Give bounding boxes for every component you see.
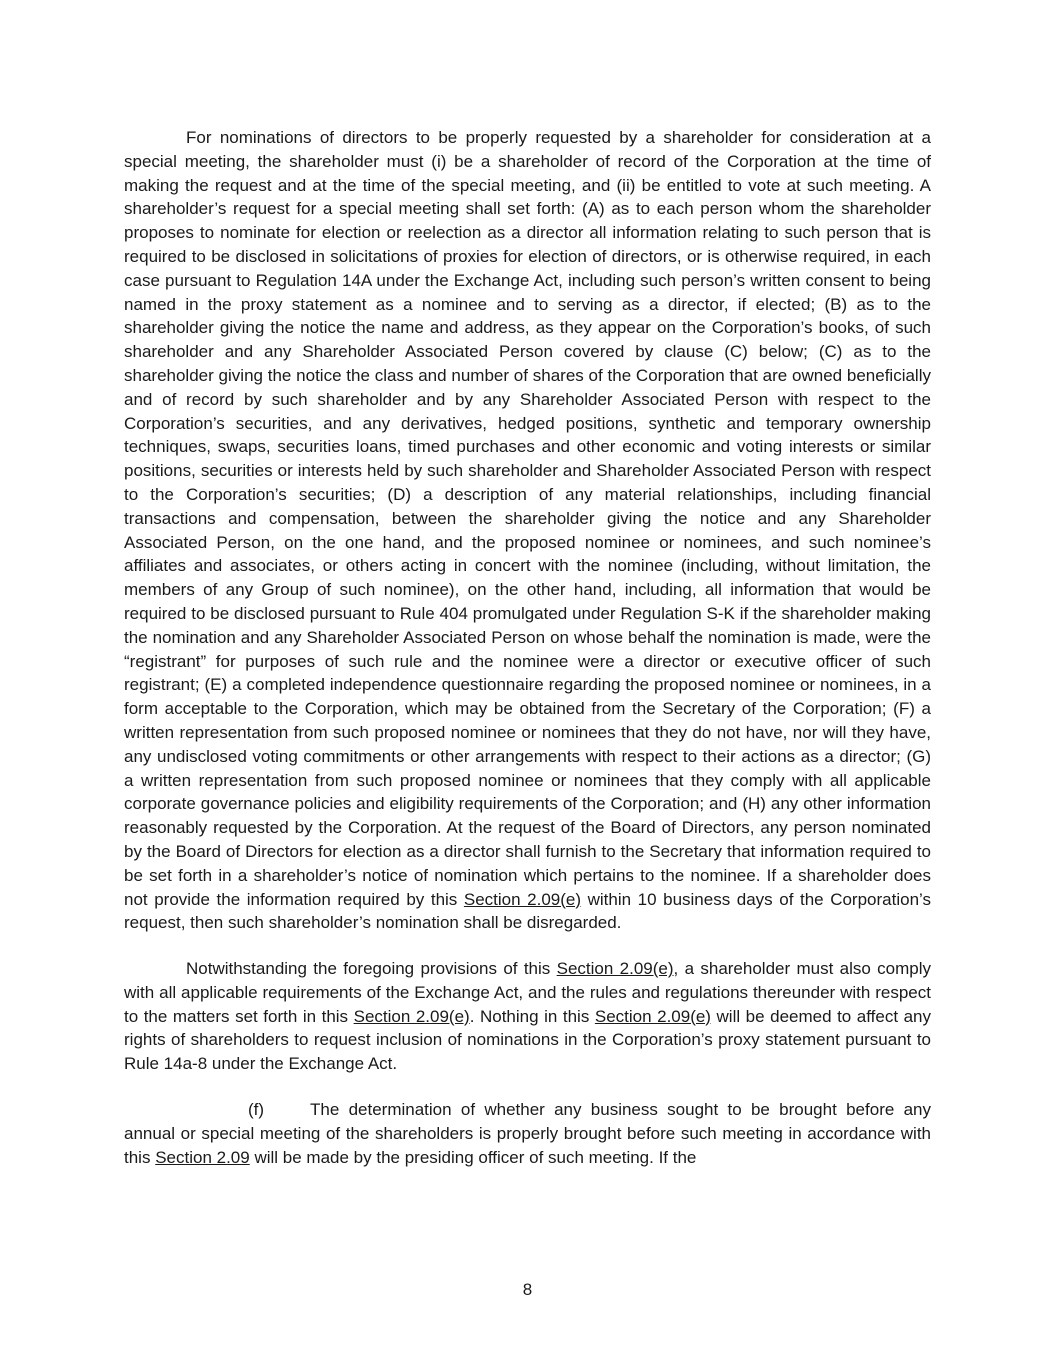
section-reference: Section 2.09(e) bbox=[463, 889, 582, 909]
subsection-label: (f) bbox=[248, 1100, 265, 1120]
section-reference: Section 2.09(e) bbox=[594, 1006, 711, 1026]
section-reference: Section 2.09 bbox=[155, 1147, 250, 1167]
paragraph-text: Notwithstanding the foregoing provisions of this bbox=[186, 959, 551, 979]
section-reference: Section 2.09(e) bbox=[556, 959, 674, 979]
paragraph-text: , a shareholder must also comply with all applicable requirements of the Exchange Act, and the rules and regulations thereunder with respect to the matters set forth in this bbox=[124, 959, 931, 1026]
page-number: 8 bbox=[522, 1280, 533, 1299]
paragraph-subsection-f bbox=[124, 1098, 931, 1169]
document-body bbox=[124, 126, 931, 1169]
paragraph-text: will be deemed to affect any rights of shareholders to request inclusion of nominations in the Corporation’s proxy statement pursuant to Rule 14a-8 under the Exchange Act. bbox=[124, 1006, 931, 1074]
paragraph-exchange-act-compliance bbox=[124, 957, 931, 1076]
paragraph-text: within 10 business days of the Corporation’s request, then such shareholder’s nomination shall be disregarded. bbox=[124, 889, 931, 933]
section-reference: Section 2.09(e) bbox=[353, 1006, 470, 1026]
paragraph-text: The determination of whether any business sought to be brought before any annual or special meeting of the shareholders is properly brought before such meeting in accordance with this bbox=[124, 1100, 931, 1167]
paragraph-text: For nominations of directors to be properly requested by a shareholder for consideration at a special meeting, the shareholder must (i) be a shareholder of record of the Corporation at the time of making the request and at the time of the special meeting, and (ii) be entitled to vote at such meeting. A shareholder’s request for a special meeting shall set forth: (A) as to each person whom the shareholder proposes to nominate for election or reelection as a director all information relating to such person that is required to be disclosed in solicitations of proxies for election of directors, or is otherwise required, in each case pursuant to Regulation 14A under the Exchange Act, including such person’s written consent to being named in the proxy statement as a nominee and to serving as a director, if elected; (B) as to the shareholder giving the notice the name and address, as they appear on the Corporation’s books, of such shareholder and any Shareholder Associated Person covered by clause (C) below; (C) as to the shareholder giving the notice the class and number of shares of the Corporation that are owned beneficially and of record by such shareholder and by any Shareholder Associated Person with respect to the Corporation’s securities, and any derivatives, hedged positions, synthetic and temporary ownership techniques, swaps, securities loans, timed purchases and other economic and voting interests or similar positions, securities or interests held by such shareholder and Shareholder Associated Person with respect to the Corporation’s securities; (D) a description of any material relationships, including financial transactions and compensation, between the shareholder giving the notice and any Shareholder Associated Person, on the one hand, and the proposed nominee or nominees, and such nominee’s affiliates and associates, or others acting in concert with the nominee (including, without limitation, the members of any Group of such nominee), on the other hand, including, all information that would be required to be disclosed pursuant to Rule 404 promulgated under Regulation S-K if the shareholder making the nomination and any Shareholder Associated Person on whose behalf the nomination is made, were the “registrant” for purposes of such rule and the nominee were a director or executive officer of such registrant; (E) a completed independence questionnaire regarding the proposed nominee or nominees, in a form acceptable to the Corporation, which may be obtained from the Secretary of the Corporation; (F) a written representation from such proposed nominee or nominees that they do not have, nor will they have, any undisclosed voting commitments or other arrangements with respect to their actions as a director; (G) a written representation from such proposed nominee or nominees that they comply with all applicable corporate governance policies and eligibility requirements of the Corporation; and (H) any other information reasonably requested by the Corporation. At the request of the Board of Directors, any person nominated by the Board of Directors for election as a director shall furnish to the Secretary that information required to be set forth in a shareholder’s notice of nomination which pertains to the nominee. If a shareholder does not provide the information required by this bbox=[124, 128, 931, 909]
paragraph-text: . Nothing in this bbox=[469, 1006, 590, 1026]
paragraph-text: will be made by the presiding officer of such meeting. If the bbox=[254, 1147, 697, 1167]
paragraph-special-meeting-nominations bbox=[124, 126, 931, 935]
